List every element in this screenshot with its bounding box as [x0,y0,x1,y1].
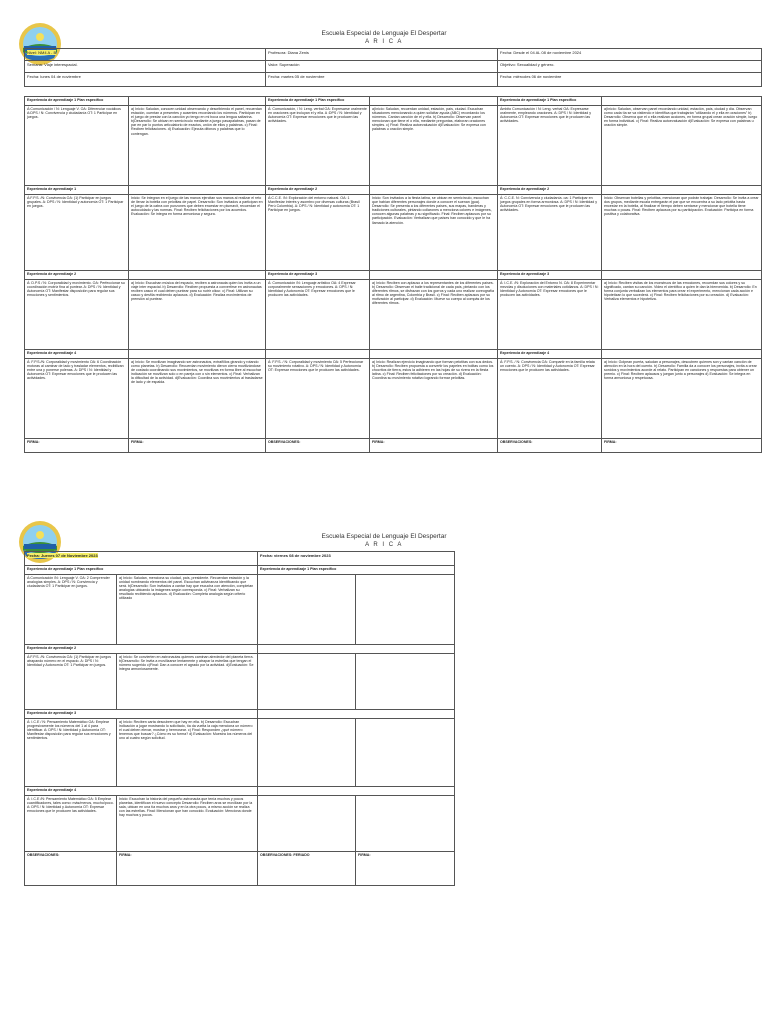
experience-label-row [25,350,762,359]
experience-label: Experiencia de aprendizaje 3 [498,271,602,280]
empty-objective-cell [258,575,356,645]
profesora-cell: Profesora: Diana Zenis [266,49,498,61]
planning-table-day [24,551,455,886]
activity-cell: a) Inicio: Se movilizan imaginando ser astronautos, extrañillos girando y rotando como planetas. b) Desarrollo: Recuerdan movimiento dieron cierra movilizándose de costado coordinando sus movimientos, se movilizas en forma libre al escuchar indicación se movilizan solo o en pareja con o sin elementos. c) Final: Verbalizan la dificultad de la actividad. d)Evaluación: Coordina sus movimientos al trasladarse de lado y de espalda. [129,359,266,439]
objective-cell: Á: C.C.E. N: Convivencia y ciudadanía. oa: 1 Participar en juegos grupales en forma armoniosa. A: DPS / N: Identidad y Autonomía OT: Expresar emociones que le producen las actividades. [498,195,602,271]
school-title-2: Escuela Especial de Lenguaje El Despertar [321,533,447,540]
experience-label-row [25,186,762,195]
experience-label-right: Experiencia de aprendizaje 1 Plan específico [258,566,455,575]
activity-cell: a) Inicio: Saludan, conocen unidad observando y describiendo el panel, recuerdan estación, cuentan a presentes y ausentes recordando los números. Participan en el juego de prestar con la canción yo tengo en mi boca una lengua saltarina. b)Desarrollo: Se ubican en semicírculo mediante a juego pasapalabras, pasan de par en par lo puntos articulatorio de exactos, unión de ellos y palabras. c) Final: Reciben felicitaciones. d) Evaluación: Ejecuta difonos y palabras que lo contengan. [129,106,266,186]
signature-row [25,439,762,453]
experience-content-row [25,654,455,710]
experience-label [129,271,266,280]
signature-field: FIRMA: [370,439,498,453]
experience-label: Experiencia de aprendizaje 1 [25,186,129,195]
experience-label: Experiencia de aprendizaje 3 [25,710,258,719]
experience-label: Experiencia de aprendizaje 1 Plan específico [266,97,370,106]
experience-label [266,350,370,359]
experience-label: Experiencia de aprendizaje 2 [25,645,258,654]
experience-content-row [25,106,762,186]
experience-label [129,186,266,195]
fecha-viernes-text: Fecha: viernes 08 de noviembre 2023 [260,553,331,558]
experience-label: Experiencia de aprendizaje 2 [498,186,602,195]
signature-field: FIRMA: [129,439,266,453]
school-subtitle: A R I C A [365,39,403,45]
fecha-miercoles-cell: Fecha: miércoles 06 de noviembre [498,73,762,87]
experience-label-row [25,710,455,719]
experience-label: Experiencia de aprendizaje 1 Plan específico [498,97,602,106]
activity-cell: a) Inicio: Saludan, menciona su ciudad, país, presidente. Recuerdan estación y la unidad nombrando elementos del panel. Escuchan adivinanza identificando que será. b)Desarrollo: Son invitados a cantar hay que escucha con atención, completan analogías ubicando la imágenes según corresponda. c) Final: Verbalizan su resultado recibiendo aplausos. d) Evaluación: Completa analogía según criterio utilizado [117,575,258,645]
fecha-viernes-cell [258,552,455,566]
objective-cell: Á:Comunicación / N: Lenguaje V. OA: Diferenciar vocálicos A:DPS / N: Convivencia y ciudadanía OT: 1 Participar en juegos. [25,106,129,186]
experience-label [370,271,498,280]
empty-activity-cell [356,654,455,710]
experience-label: Experiencia de aprendizaje 1 Plan específico [25,566,258,575]
info-table [24,48,762,87]
fecha-jueves-text: Fecha: Jueves 07 de Noviembre 2023 [27,553,98,558]
objective-cell: Á: Comunicación /N: Lenguaje artístico OA: 4 Expresar corporalmente sensaciones y emociones. A: DPS / N: Identidad y Autonomía OT: Expresar emociones que le producen las actividades. [266,280,370,350]
school-subtitle-2: A R I C A [365,542,403,548]
objective-cell: Á:F.P.S. /N: Convivencia OA: (1) Participar en juegos grupales. A: DPS / N: Identidad y autonomía OT: 1 Participar en juegos. [25,195,129,271]
experience-label [602,97,762,106]
experience-label: Experiencia de aprendizaje 4 [498,350,602,359]
experience-content-row [25,359,762,439]
experience-label [602,271,762,280]
objective-cell: Á:C.C.E. /N: Exploración del entorno natural. OA: 1 Manifestar interés y asombro por diversas culturas (Brasil Perú Colombia). A: DPS / N: Identidad y autonomía OT: 1 Participar en juegos. [266,195,370,271]
experience-content-row [25,796,455,852]
activity-cell: Inicio: Se integran en el juego de las manos ejercitan sus manos al realizar el reto de llenar la botella con pelotitas de papel. Desarrollo: Son invitados a participan en el juego de la cabra con punzones que deben encestar en plumavit, recuerdan el autocuidado y las normas. Final: Reciben felicitaciones por los acuerdos. Evaluación: Se integra en forma armoniosa y segura. [129,195,266,271]
activity-cell: Inicio: Observan botellas y pelotitas, mencionan que podrán trabajar. Desarrollo: Se invita a crear dos grupos, mediante escala entregarán el par que se encuentra a su lado pelotita hasta encestar en la botella, al finalizar el tiempo deben sentarse y mencionar que botella tiene muchas o pocas. Final: Reciben aplausos por su participación. Evaluación: Participa en forma positiva y colaborativa. [602,195,762,271]
fecha-martes-cell: Fecha: martes 05 de noviembre [266,73,498,87]
objetivo-cell: Objetivo: Sexualidad y género. [498,61,762,73]
objective-cell: Á: I.C.E / N: Pensamiento Matemático OA: Emplear progresivamente los números del 1 al 4 para identificar. A: DPS / N: Identidad y Autonomía OT: Manifestar disposición para regular sus emociones y sentimientos. [25,719,117,787]
nivel-text: Nivel: NM4 A - B [27,50,57,55]
experience-label [129,350,266,359]
experience-label [129,97,266,106]
empty-activity-cell [356,796,455,852]
nivel-cell [25,49,266,61]
experience-label-right [258,645,455,654]
activity-cell: a) Inicio: Realizan ejercicio imaginando que forman pelotitas con sus dedos. b) Desarrollo: Reciben propuesta a convertir los papeles en bolitas como los chocritos de tierra, estos la adhieren en las hojas de su rivera en la fiesta latina. c) Final: Reciben felicitaciones por su creación. d) Evaluación: Coordina su movimiento rotativo logrando formar pelotitas. [370,359,498,439]
experience-content-row [25,575,455,645]
activity-cell: a)Inicio: Saludan, observan panel recordando unidad, estación, país, ciudad y día. Observan como cada tía se va vistiendo e identifica que trabajarán "utilizando el y ella en oraciones" b) Desarrollo: Observa que el o ella realizan acciones, en forma grupal crean oración simple, luego en forma individual. c) Final: Realiza autoevaluación d)Evaluación: Se expresa con palabras u oración simple. [602,106,762,186]
activity-cell: a) Inicio: Reciben con aplauso a los representantes de los diferentes países. b) Desarrollo: Observan el baile tradicional de cada país, pintando con los diferentes ritmos, se disfrazan con los gorros y cada uno realizar coreografía al ritmo de argentina, Colombia y Brasil. c) Final: Reciben aplausos por su motivación al participar. d) Evaluación: Mueve su cuerpo al compás de los diferentes ritmos. [370,280,498,350]
experience-content-row [25,719,455,787]
empty-activity-cell [356,719,455,787]
objective-cell: Á: F.P.S./N: Corporalidad y movimiento OA: 6 Coordinación motoras al caminar de lado y trasladar elementos, recibilizan entre una y ponerse polenas. A: DPS / N: Identidad y Autonomía OT: Expresar emociones que le producen las actividades. [25,359,129,439]
empty-activity-cell [356,575,455,645]
observations-field: OBSERVACIONES: [266,439,370,453]
objective-cell: Á: D.P.S / N: Corporalidad y movimiento. OA: Perfeccionar su coordinación motriz fina al puntear. A: DPS / N: Identidad y Autonomía OT: Manifestar disposición para regular sus emociones y sentimientos. [25,280,129,350]
experience-label-row [25,645,455,654]
objective-cell: Á:F.P.S. /N: Convivencia OA: (1) Participar en juegos atrapando número en el espacio. A: DPS / N: Identidad y Autonomía OT: 1 Participar en juegos. [25,654,117,710]
experience-label-right [258,787,455,796]
experience-label [370,350,498,359]
objective-cell: Á: I.C.E /N: Pensamiento Matemático OA: 5 Emplear cuantificadores, tales como: más/menos, mucho/poco. A: DPS / N: Identidad y Autonomía OT: Expresar emociones que le producen las actividades. [25,796,117,852]
activity-cell: a) Inicio: Reciben carta descubren que hay en ella. b) Desarrollo: Escuchan indicación a jugar mostrando lo solicitado, tía da vuelta la caja menciona un número el cual deben elevar, mostrar y hermosear. c) Final: Responden ¿qué número tenemos que buscar? ¿Cómo es su forma? d) Evaluación: Muestra los números del uno al cuatro según solicitud. [117,719,258,787]
objective-cell: Á: Comunicación, / N: Leng. verbal OA: Expresarse oralmente en oraciones que incluyan el y ella. A :DPS / N: Identidad y Autonomía OT: Expresar emociones que le producen las actividades. [266,106,370,186]
activity-cell: a)Inicio: Saludan, recuerdan unidad, estación, país, ciudad. Escuchan situaciones mencionando a quien solicitar ayuda (ABC) recordando los números. Cantan canción de el y ella. b) Desarrollo: Observan panel mencionan que tiene el o ella, mediante preguntas, elaboran oraciones simples. c) Final: Realiza autoevaluación d)Evaluación: Se expresa con palabras u oración simple. [370,106,498,186]
activity-cell: a) Inicio: Reciben visitas de los monstruos de las emociones, recuerdan sus colores y su significado, cantan su canción. Video el científico a quien le dan la bienvenida. b) Desarrollo: En forma conjunta verbalizan los elementos para crear el experimento, mencionan cada acción e hipotetizan lo que sucederá. c) Final: Reciben felicitaciones por su creación. d) Evaluación: Verbaliza elementos e hipotetiza. [602,280,762,350]
signature-field: FIRMA: [25,439,129,453]
empty-objective-cell [258,654,356,710]
experience-label: Experiencia de aprendizaje 2 [266,186,370,195]
experience-label-right [258,710,455,719]
observations-field: OBSERVACIONES: [25,852,117,886]
experience-label: Experiencia de aprendizaje 4 [25,787,258,796]
observations-field: OBSERVACIONES: FERIADO [258,852,356,886]
experience-label [602,350,762,359]
school-title: Escuela Especial de Lenguaje El Despertar [321,30,447,37]
activity-cell: a) Inicio: Escuchan música del espacio, reciben a astronauta quien los invita a un viaje inter espacial. b) Desarrollo: Reciben propuesta a convertirse en astronautas reciben casco el cual deben puntear para su nutrir olicur. c) Final: Utilizan su casco y desfila recibiendo aplausos. d) Evaluación: Realiza movimientos de prensión al puntear. [129,280,266,350]
activity-cell: Inicio: Escuchan la historia del pequeño astronauta que tenía muchos y pocos planetas, identifican el nuevo concepto Desarrollo: Reciben aros se movilizan por la sala, ubican en una tía muchos aros y en la otra pocos, a mismo acción se realiza con las estrellas. Final: Mencionan que han conocido. Evaluación: Menciona donde hay muchos y pocos. [117,796,258,852]
objective-cell: Ámbito Comunicación / N: Leng. verbal OA: Expresarse oralmente, empleando oraciones. A: DPS / N: Identidad y Autonomía OT: Expresar emociones que le producen las actividades. [498,106,602,186]
signature-field: FIRMA: [356,852,455,886]
experience-label: Experiencia de aprendizaje 2 [25,271,129,280]
empty-objective-cell [258,719,356,787]
planning-table-week [24,96,762,453]
signature-field: FIRMA: [602,439,762,453]
experience-content-row [25,280,762,350]
experience-label-row [25,97,762,106]
activity-cell: a) Inicio: Golpean puerta, saludan a personajes, descubren quienes son y cantan canción de atención en la hora del cuento. b) Desarrollo: Familia da a conocer los personajes, invita a crear sonidos y movimientos acorde al relato. Participan en canciones y respuestas para obtener un premio. c) Final: Reciben aplausos y juegan junto a personajes d) Evaluación: Se integra en forma armoniosa y respetuosa. [602,359,762,439]
experience-label-row [25,566,455,575]
experience-label: Experiencia de aprendizaje 3 [266,271,370,280]
experience-content-row [25,195,762,271]
fecha-jueves-cell [25,552,258,566]
signature-row [25,852,455,886]
fecha-lunes-cell: Fecha: lunes 04 de noviembre [25,73,266,87]
empty-objective-cell [258,796,356,852]
activity-cell: a) Inicio: Se convierten en astronautas quienes caminan alrededor del planeta tierra. b)Desarrollo: Se invita a movilizarse lentamente y atrapar la estrellas que tengan el número sugerido c)Final: Dan a conocer el agrado por la actividad. d)Evaluación: Se integra armoniosamente. [117,654,258,710]
experience-label: Experiencia de aprendizaje 1 Plan específico [25,97,129,106]
objective-cell: Á: F.P.S. / N: Convivencia OA: Compartir en la familia relata un cuento. A: DPS / N: Identidad y Autonomía OT: Expresar emociones que le producen las actividades. [498,359,602,439]
experience-label-row [25,271,762,280]
signature-field: FIRMA: [117,852,258,886]
observations-field: OBSERVACIONES: [498,439,602,453]
experience-label: Experiencia de aprendizaje 4 [25,350,129,359]
objective-cell: Á: F.P.S. / N: Corporalidad y movimiento OA: 5 Perfeccionar su movimiento rotativo. A: DPS / N: Identidad y Autonomía OT: Expresar emociones que le producen las actividades. [266,359,370,439]
fecha-rango-cell: Fecha: Desde el 04 AL 08 de noviembre 2024 [498,49,762,61]
objective-cell: Á:Comunicación /N: Lenguaje V. OA: 2 Comprender analogías simples. A: DPS / N: Conviencia y ciudadanía OT: 1 Participar en juegos. [25,575,117,645]
activity-cell: Inicio: Son invitados a la fiesta latina, se ubican en semicírculo, escuchan que habían diferentes personajes donde a conocer el suenan (gua). Desarrollo: Se presenta a los diferentes países, sus mapas, banderas y tradiciones culturales, pintando collarones a menciona colores e imágenes, conocen algunas palabras y su significado. Final: Reciben aplausos por su participación. Evaluación: Verbalizan que países han conocido y que le ha llamado la atención. [370,195,498,271]
valor-cell: Valor: Superación [266,61,498,73]
semana-cell: Semana: Viaje interespacial. [25,61,266,73]
experience-label [602,186,762,195]
experience-label [370,97,498,106]
experience-label-row [25,787,455,796]
objective-cell: Á: I.C.E. /N: Exploración del Entorno N. OA: 8 Experimentar mezclas y disoluciones con materiales cotidianos. A: DPS / N: Identidad y Autonomía OT: Expresar emociones que le producen las actividades. [498,280,602,350]
experience-label [370,186,498,195]
